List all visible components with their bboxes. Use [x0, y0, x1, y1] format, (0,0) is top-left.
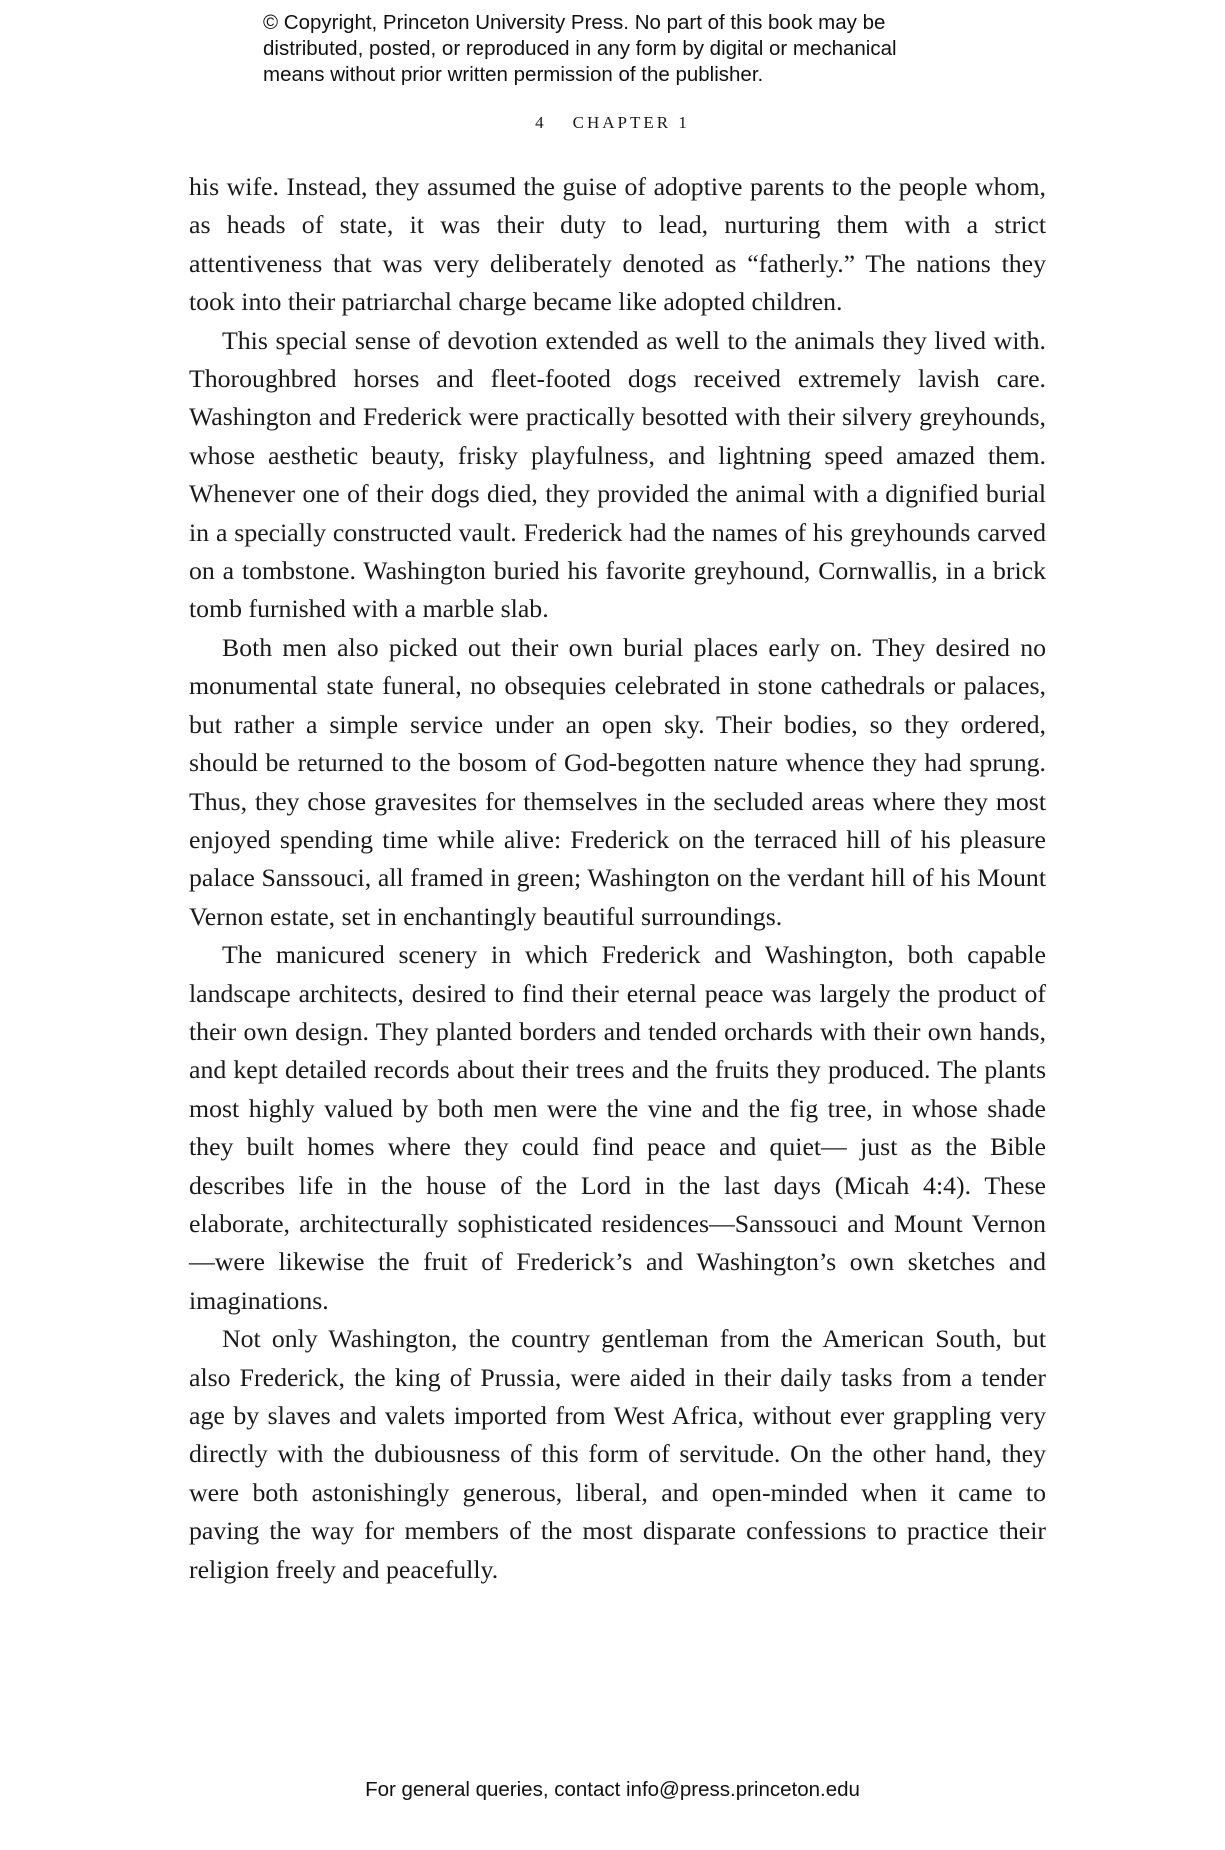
- running-head: [0, 113, 1225, 133]
- paragraph: his wife. Instead, they assumed the guise of adoptive parents to the people whom, as heads of state, it was their duty to lead, nurturing them with a strict attentiveness that was very deliberately denoted as “fatherly.” The nations they took into their patriarchal charge became like adopted children.: [189, 172, 1046, 317]
- paragraph: Both men also picked out their own burial places early on. They desired no monumental state funeral, no obsequies celebrated in stone cathedrals or palaces, but rather a simple service under an open sky. Their bodies, so they ordered, should be returned to the bosom of God-begotten nature whence they had sprung. Thus, they chose gravesites for themselves in the secluded areas where they most enjoyed spending time while alive: Frederick on the terraced hill of his pleasure palace Sanssouci, all framed in green; Washington on the verdant hill of his Mount Vernon estate, set in enchantingly beautiful surroundings.: [189, 632, 1046, 931]
- copyright-line: distributed, posted, or reproduced in any form by digital or mechanical: [263, 37, 897, 60]
- page-number: 4: [535, 113, 547, 132]
- body-text: [189, 168, 1046, 1589]
- paragraph: This special sense of devotion extended as well to the animals they lived with. Thoroughbred horses and fleet-footed dogs received extremely lavish care. Washington and Frederick were practically besotted with their silvery greyhounds, whose aesthetic beauty, frisky playfulness, and lightning speed amazed them. Whenever one of their dogs died, they provided the animal with a dignified burial in a specially constructed vault. Frederick had the names of his greyhounds carved on a tombstone. Washington buried his favorite greyhound, Cornwallis, in a brick tomb furnished with a marble slab.: [189, 325, 1046, 624]
- paragraph: The manicured scenery in which Frederick and Washington, both capable landscape architects, desired to find their eternal peace was largely the product of their own design. They planted borders and tended orchards with their own hands, and kept detailed records about their trees and the fruits they produced. The plants most highly valued by both men were the vine and the fig tree, in whose shade they built homes where they could find peace and quiet— just as the Bible describes life in the house of the Lord in the last days (Micah 4:4). These elaborate, architecturally sophisticated residences—Sanssouci and Mount Vernon—were likewise the fruit of Frederick’s and Washington’s own sketches and imaginations.: [189, 940, 1046, 1315]
- chapter-label: CHAPTER 1: [572, 113, 690, 132]
- copyright-line: © Copyright, Princeton University Press. No part of this book may be: [263, 11, 886, 34]
- paragraph: Not only Washington, the country gentleman from the American South, but also Frederick, the king of Prussia, were aided in their daily tasks from a tender age by slaves and valets imported from West Africa, without ever grappling very directly with the dubiousness of this form of servitude. On the other hand, they were both astonishingly generous, liberal, and open-minded when it came to paving the way for members of the most disparate confessions to practice their religion freely and peacefully.: [189, 1324, 1046, 1584]
- footer-contact: For general queries, contact info@press.princeton.edu: [365, 1778, 860, 1801]
- copyright-notice: [263, 10, 983, 88]
- copyright-line: means without prior written permission of the publisher.: [263, 63, 764, 86]
